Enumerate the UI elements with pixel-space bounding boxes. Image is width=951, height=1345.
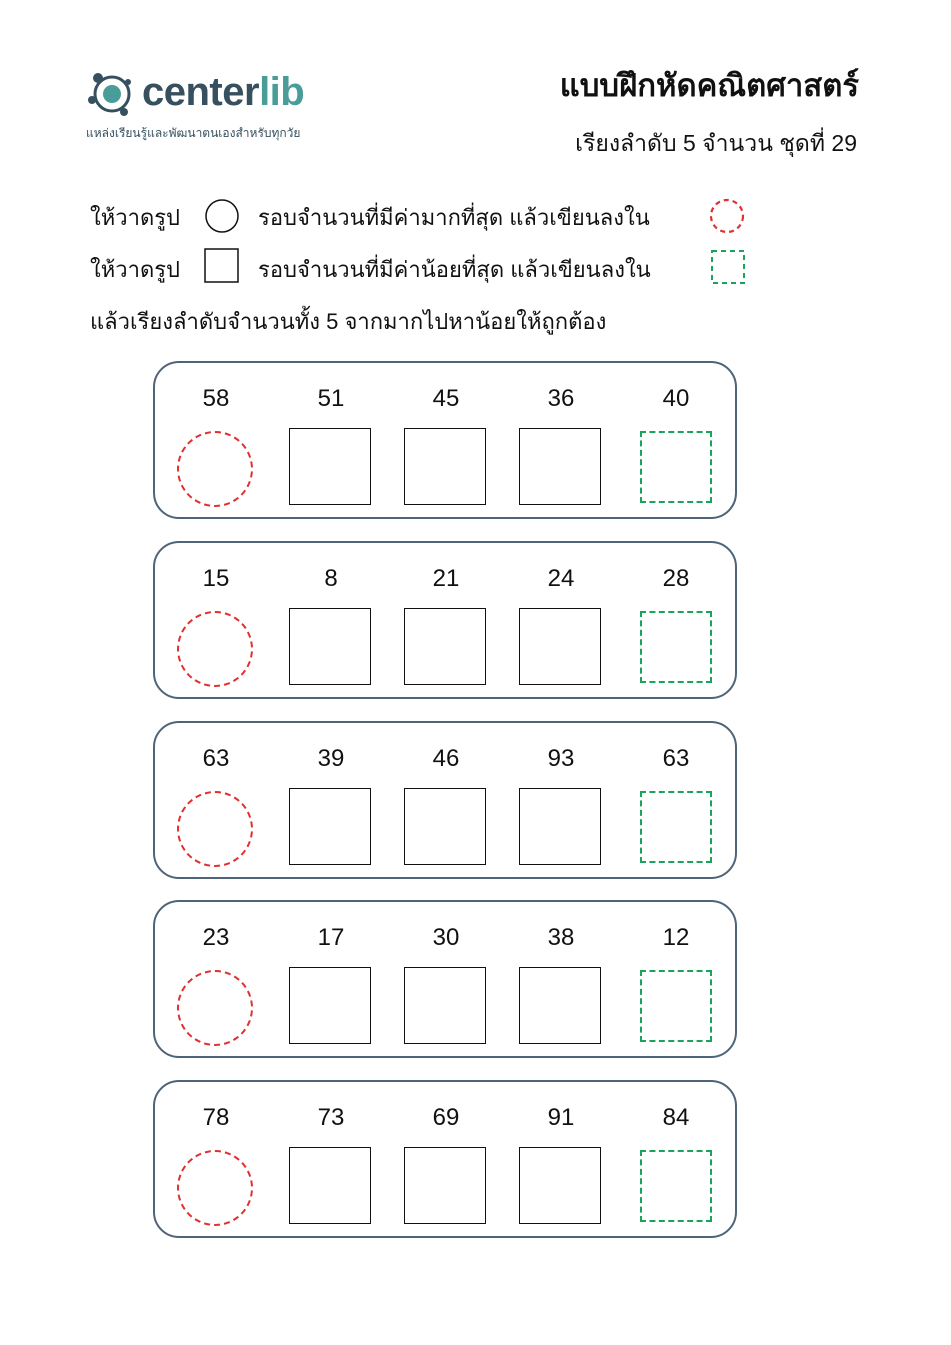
number-3: 21 (432, 565, 460, 592)
smallest-answer-square[interactable] (640, 791, 712, 863)
answer-box-2[interactable] (289, 788, 371, 865)
largest-answer-circle[interactable] (177, 791, 253, 867)
answer-box-2[interactable] (289, 1147, 371, 1224)
answer-box-2[interactable] (289, 428, 371, 505)
smallest-answer-square[interactable] (640, 611, 712, 683)
square-shape-icon (204, 248, 240, 284)
answer-box-4[interactable] (519, 967, 601, 1044)
problem-card (153, 541, 737, 699)
answer-box-3[interactable] (404, 1147, 486, 1224)
largest-answer-circle[interactable] (177, 1150, 253, 1226)
number-1: 58 (202, 385, 230, 412)
number-2: 51 (317, 385, 345, 412)
problem-card (153, 1080, 737, 1238)
instruction-largest (90, 196, 770, 232)
answer-box-4[interactable] (519, 428, 601, 505)
instruction-sort-text: แล้วเรียงลำดับจำนวนทั้ง 5 จากมากไปหาน้อยให้ถูกต้อง (90, 309, 607, 334)
worksheet-subtitle: เรียงลำดับ 5 จำนวน ชุดที่ 29 (575, 130, 857, 156)
number-2: 8 (324, 565, 338, 592)
logo-tagline: แหล่งเรียนรู้และพัฒนาตนเองสำหรับทุกวัย (86, 126, 301, 140)
number-1: 78 (202, 1104, 230, 1131)
worksheet-title: แบบฝึกหัดคณิตศาสตร์ (559, 68, 859, 103)
answer-box-2[interactable] (289, 608, 371, 685)
circle-shape-icon (204, 198, 240, 234)
dashed-circle-icon (708, 197, 746, 235)
instruction-label: ให้วาดรูป (90, 257, 181, 282)
number-4: 36 (547, 385, 575, 412)
problem-card (153, 361, 737, 519)
logo-wordmark: centerlib (142, 70, 305, 114)
number-3: 69 (432, 1104, 460, 1131)
number-1: 23 (202, 924, 230, 951)
number-2: 17 (317, 924, 345, 951)
instruction-text: รอบจำนวนที่มีค่าน้อยที่สุด แล้วเขียนลงใน (258, 257, 651, 282)
largest-answer-circle[interactable] (177, 970, 253, 1046)
smallest-answer-square[interactable] (640, 1150, 712, 1222)
answer-box-3[interactable] (404, 788, 486, 865)
number-4: 38 (547, 924, 575, 951)
number-3: 46 (432, 745, 460, 772)
number-5: 63 (662, 745, 690, 772)
problem-card (153, 721, 737, 879)
number-4: 91 (547, 1104, 575, 1131)
answer-box-4[interactable] (519, 608, 601, 685)
instruction-label: ให้วาดรูป (90, 205, 181, 230)
largest-answer-circle[interactable] (177, 431, 253, 507)
number-4: 24 (547, 565, 575, 592)
answer-box-3[interactable] (404, 967, 486, 1044)
number-4: 93 (547, 745, 575, 772)
centerlib-logo (84, 66, 354, 146)
network-icon (84, 66, 144, 122)
answer-box-3[interactable] (404, 608, 486, 685)
dashed-square-icon (710, 249, 746, 285)
number-5: 84 (662, 1104, 690, 1131)
number-1: 63 (202, 745, 230, 772)
number-1: 15 (202, 565, 230, 592)
instruction-text: รอบจำนวนที่มีค่ามากที่สุด แล้วเขียนลงใน (258, 205, 650, 230)
smallest-answer-square[interactable] (640, 970, 712, 1042)
largest-answer-circle[interactable] (177, 611, 253, 687)
number-3: 30 (432, 924, 460, 951)
number-5: 40 (662, 385, 690, 412)
smallest-answer-square[interactable] (640, 431, 712, 503)
number-2: 73 (317, 1104, 345, 1131)
answer-box-3[interactable] (404, 428, 486, 505)
answer-box-4[interactable] (519, 788, 601, 865)
instruction-smallest (90, 248, 770, 284)
number-5: 12 (662, 924, 690, 951)
number-5: 28 (662, 565, 690, 592)
answer-box-4[interactable] (519, 1147, 601, 1224)
number-2: 39 (317, 745, 345, 772)
answer-box-2[interactable] (289, 967, 371, 1044)
problem-card (153, 900, 737, 1058)
number-3: 45 (432, 385, 460, 412)
